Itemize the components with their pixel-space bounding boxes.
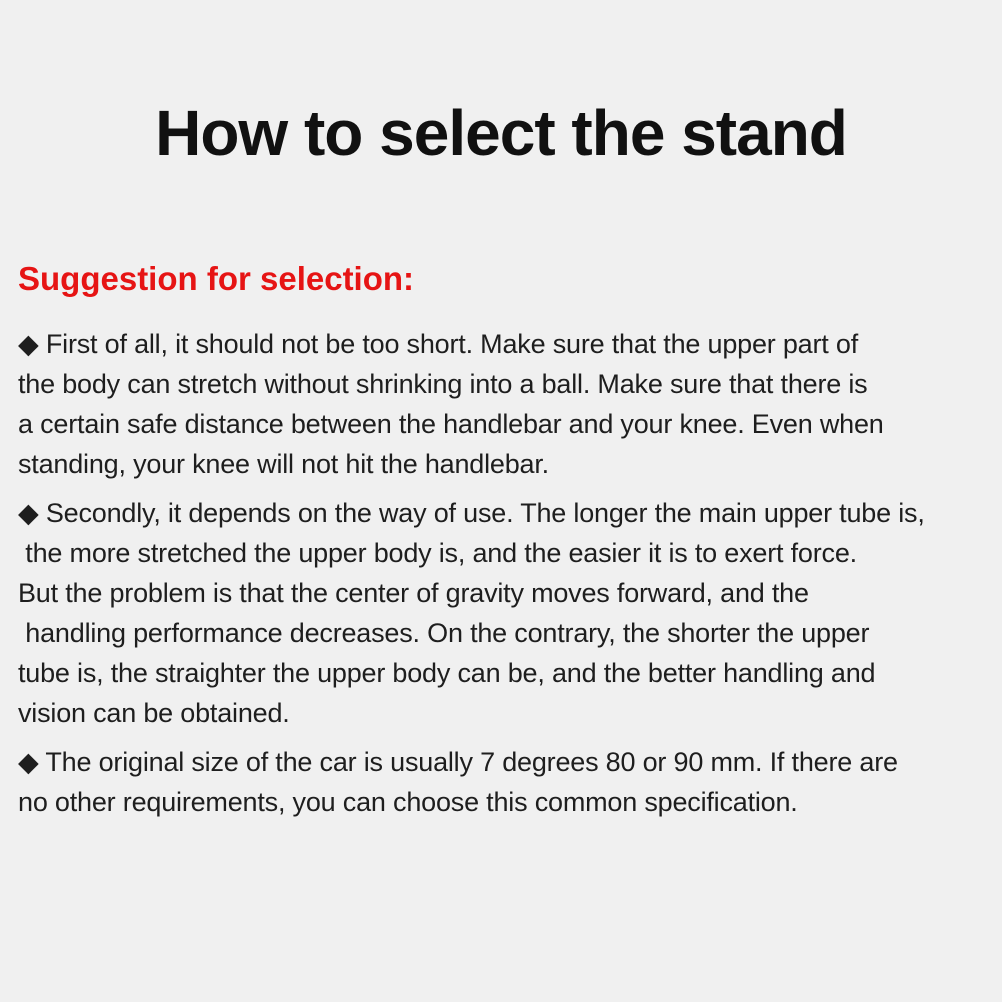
text-line: vision can be obtained.	[18, 698, 290, 728]
section-heading: Suggestion for selection:	[18, 260, 415, 297]
text-line: But the problem is that the center of gravity moves forward, and the	[18, 578, 809, 608]
text-line: handling performance decreases. On the contrary, the shorter the upper	[18, 618, 870, 648]
text-line: ◆ The original size of the car is usually 7 degrees 80 or 90 mm. If there are	[18, 747, 898, 777]
bullet-paragraph	[18, 493, 990, 733]
text-line: the more stretched the upper body is, and the easier it is to exert force.	[18, 538, 857, 568]
text-line: ◆ Secondly, it depends on the way of use. The longer the main upper tube is,	[18, 498, 925, 528]
bullet-paragraph	[18, 742, 990, 822]
bullet-paragraph	[18, 324, 990, 484]
text-line: standing, your knee will not hit the handlebar.	[18, 449, 549, 479]
text-line: tube is, the straighter the upper body can be, and the better handling and	[18, 658, 876, 688]
page-title: How to select the stand	[155, 97, 847, 169]
content-area	[18, 260, 990, 831]
text-line: ◆ First of all, it should not be too short. Make sure that the upper part of	[18, 329, 859, 359]
text-line: a certain safe distance between the handlebar and your knee. Even when	[18, 409, 884, 439]
text-line: no other requirements, you can choose this common specification.	[18, 787, 798, 817]
text-line: the body can stretch without shrinking into a ball. Make sure that there is	[18, 369, 868, 399]
